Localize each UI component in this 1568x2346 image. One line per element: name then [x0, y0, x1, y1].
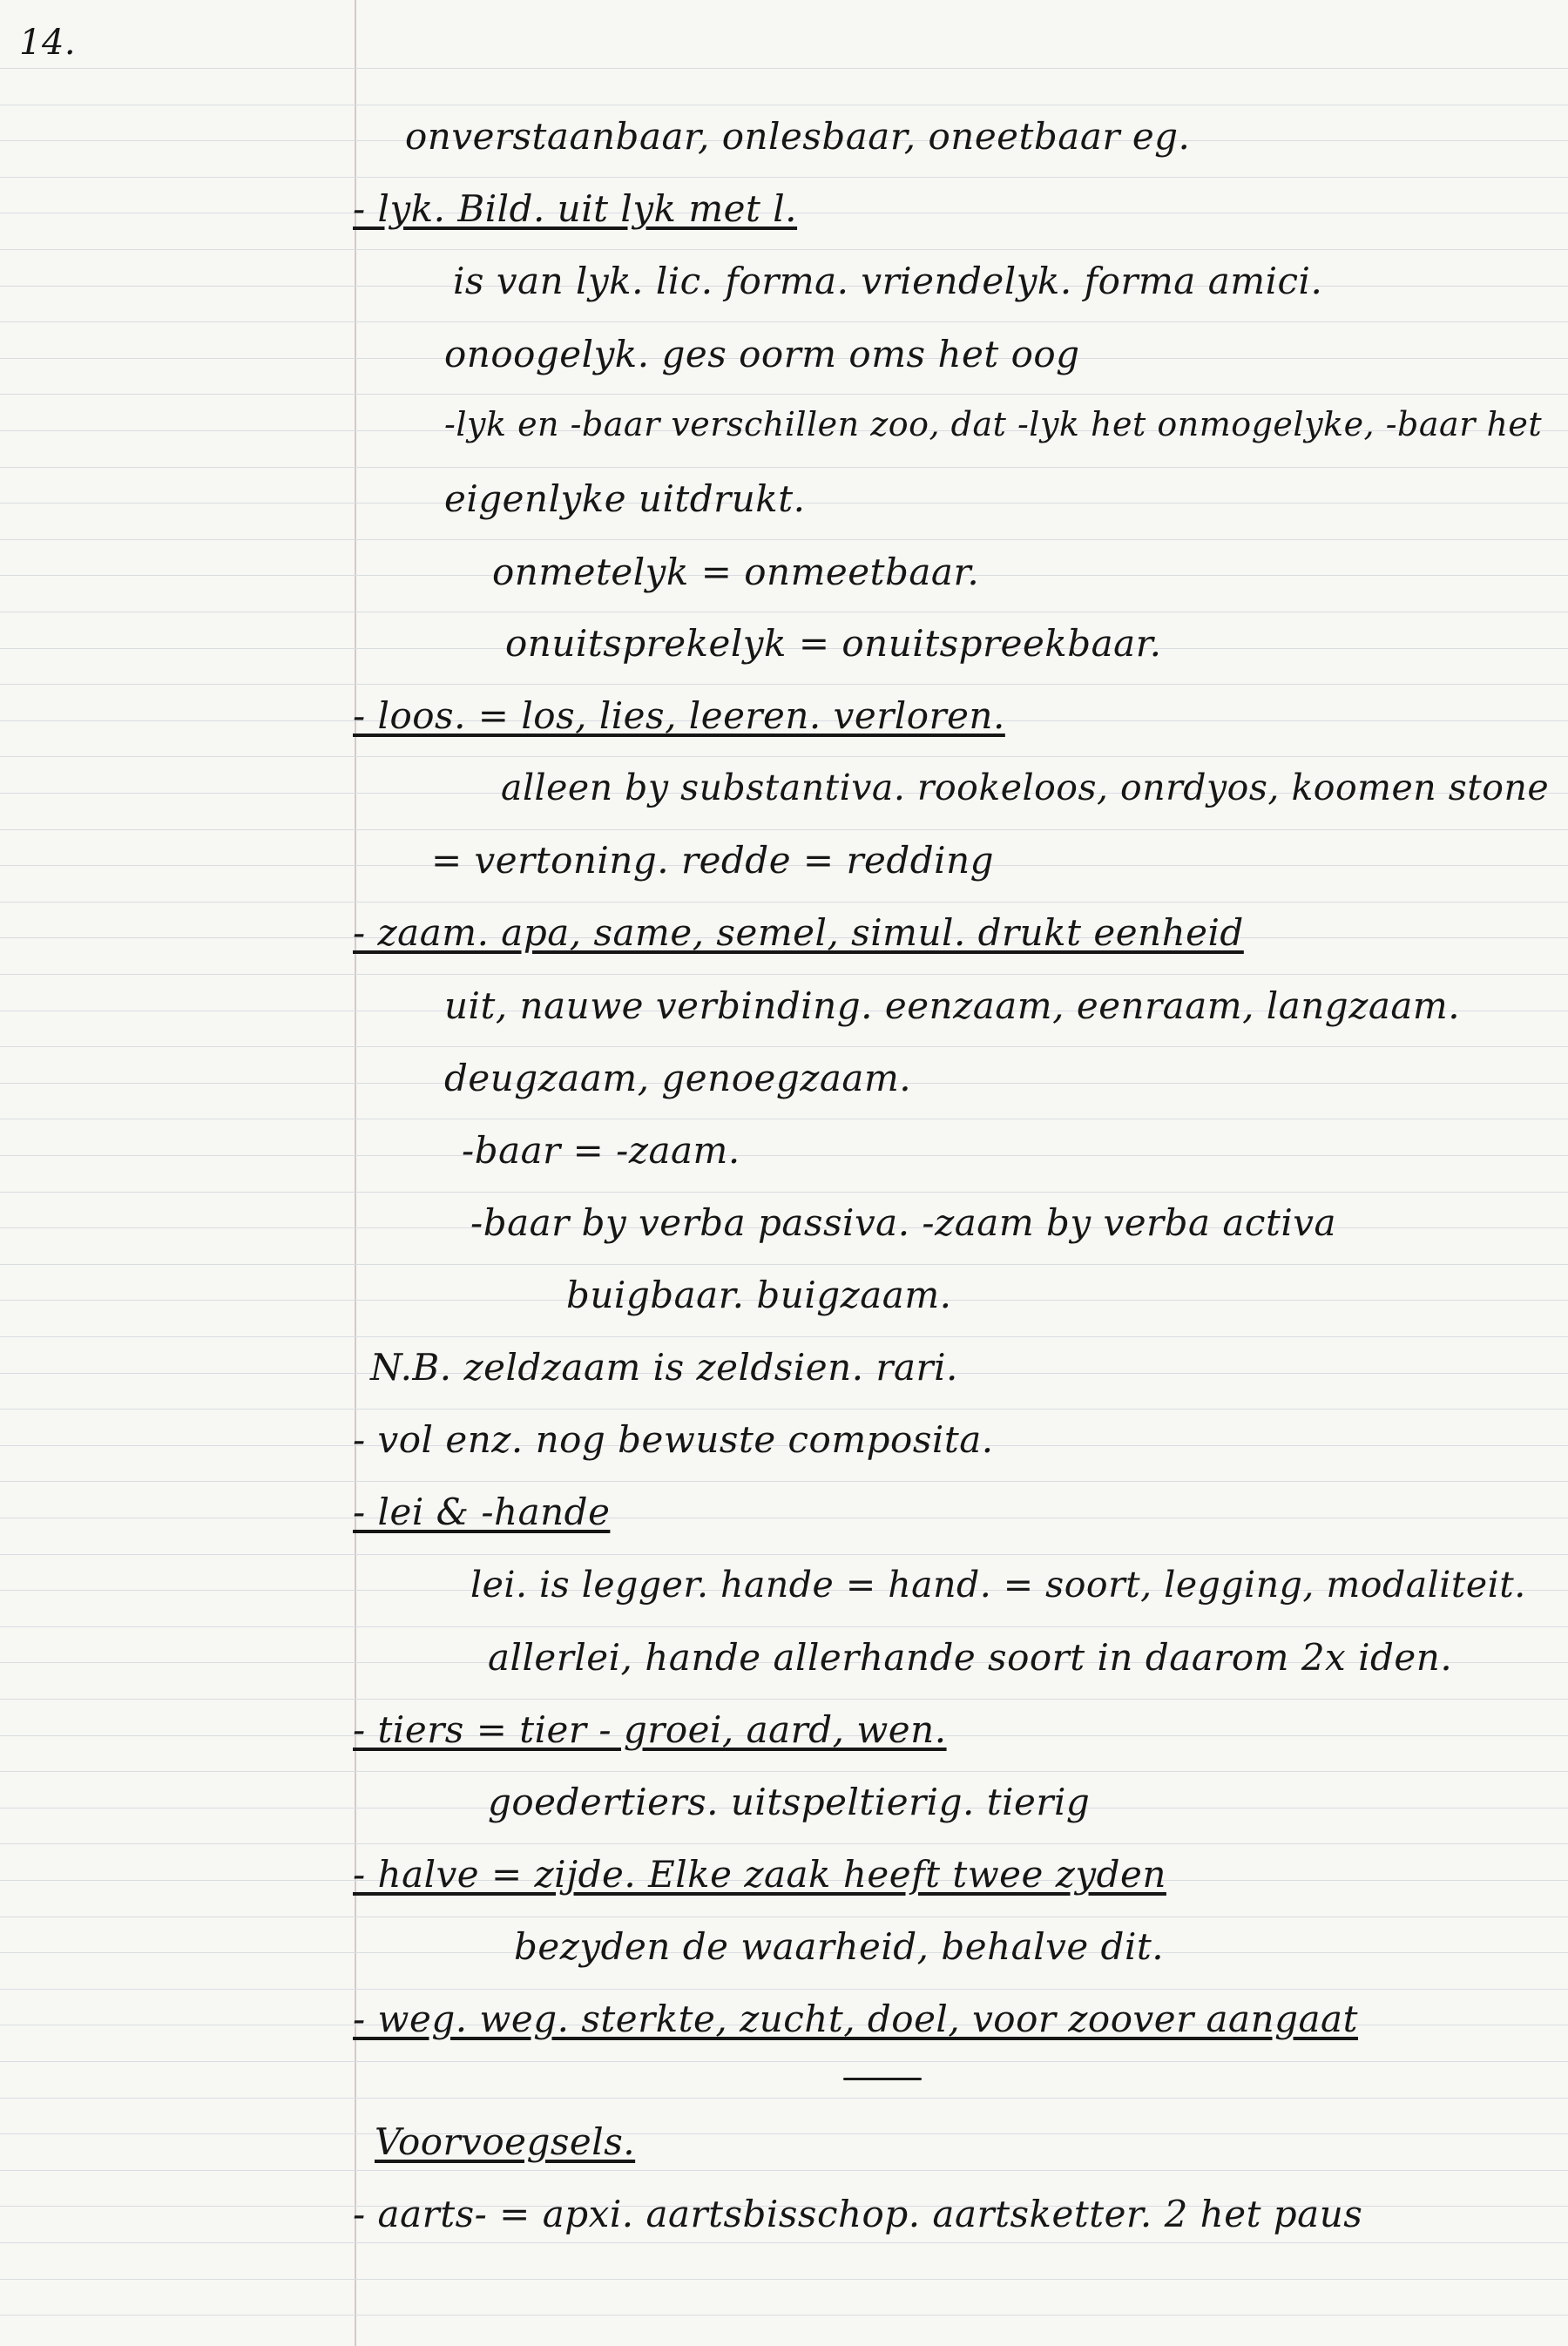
note-line: = vertoning. redde = redding — [431, 839, 995, 882]
ruled-line — [0, 68, 1568, 69]
note-line: eigenlyke uitdrukt. — [444, 477, 806, 520]
note-line: onuitsprekelyk = onuitspreekbaar. — [505, 622, 1162, 665]
note-line: alleen by substantiva. rookeloos, onrdyos, koomen stone — [501, 767, 1550, 808]
ruled-line — [0, 902, 1568, 903]
note-line: lei. is legger. hande = hand. = soort, legging, modaliteit. — [470, 1564, 1526, 1606]
ruled-line — [0, 684, 1568, 685]
ruled-line — [0, 1046, 1568, 1047]
ruled-line — [0, 394, 1568, 395]
section-heading-tiers: - tiers = tier - groei, aard, wen. — [353, 1708, 947, 1751]
note-line: uit, nauwe verbinding. eenzaam, eenraam, langzaam. — [444, 984, 1461, 1027]
note-line: deugzaam, genoegzaam. — [444, 1057, 912, 1099]
ruled-line — [0, 177, 1568, 178]
ruled-line — [0, 1409, 1568, 1410]
section-heading-lei-hande: - lei & -hande — [353, 1491, 611, 1533]
note-line: onverstaanbaar, onlesbaar, oneetbaar eg. — [405, 115, 1191, 158]
ruled-line — [0, 2315, 1568, 2316]
section-heading-loos: - loos. = los, lies, leeren. verloren. — [353, 694, 1005, 737]
ruled-line — [0, 1155, 1568, 1156]
note-line: -baar by verba passiva. -zaam by verba activa — [470, 1201, 1337, 1244]
ruled-line — [0, 2242, 1568, 2243]
note-line: is van lyk. lic. forma. vriendelyk. forma amici. — [453, 260, 1323, 302]
ruled-line — [0, 974, 1568, 975]
section-heading-aarts: - aarts- = apxi. aartsbisschop. aartsketter. 2 het paus — [353, 2193, 1363, 2235]
ruled-line — [0, 2098, 1568, 2099]
note-line: bezyden de waarheid, behalve dit. — [514, 1925, 1165, 1968]
ruled-line — [0, 1192, 1568, 1193]
ruled-line — [0, 1336, 1568, 1337]
note-line: onmetelyk = onmeetbaar. — [492, 551, 980, 593]
margin-rule — [355, 0, 356, 2346]
note-line: goedertiers. uitspeltierig. tierig — [488, 1781, 1091, 1823]
section-heading-halve: - halve = zijde. Elke zaak heeft twee zyden — [353, 1853, 1166, 1896]
note-line: onoogelyk. ges oorm oms het oog — [444, 333, 1080, 375]
ruled-line — [0, 1843, 1568, 1844]
ruled-line — [0, 249, 1568, 250]
chapter-heading-voorvoegsels: Voorvoegsels. — [375, 2120, 636, 2163]
ruled-line — [0, 1699, 1568, 1700]
ruled-line — [0, 1626, 1568, 1627]
ruled-line — [0, 1771, 1568, 1772]
section-heading-vol: - vol enz. nog bewuste composita. — [353, 1418, 994, 1461]
ruled-line — [0, 321, 1568, 322]
ruled-line — [0, 1554, 1568, 1555]
ruled-line — [0, 1264, 1568, 1265]
note-line: -lyk en -baar verschillen zoo, dat -lyk het onmogelyke, -baar het — [444, 405, 1543, 443]
note-line: N.B. zeldzaam is zeldsien. rari. — [370, 1346, 958, 1389]
ruled-line — [0, 829, 1568, 830]
ruled-line — [0, 539, 1568, 540]
ruled-line — [0, 467, 1568, 468]
ruled-line — [0, 2133, 1568, 2134]
page-number: 14. — [19, 23, 77, 63]
ruled-line — [0, 2061, 1568, 2062]
ruled-line — [0, 756, 1568, 757]
note-line: allerlei, hande allerhande soort in daarom 2x iden. — [488, 1636, 1453, 1679]
section-heading-zaam: - zaam. apa, same, semel, simul. drukt eenheid — [353, 911, 1244, 954]
note-line: buigbaar. buigzaam. — [566, 1274, 952, 1316]
section-heading-weg: - weg. weg. sterkte, zucht, doel, voor zoover aangaat — [353, 1998, 1358, 2040]
section-separator — [843, 2078, 922, 2080]
ruled-line — [0, 2279, 1568, 2280]
ruled-line — [0, 1481, 1568, 1482]
ruled-line — [0, 2170, 1568, 2171]
ruled-line — [0, 1989, 1568, 1990]
section-heading-lyk: - lyk. Bild. uit lyk met l. — [353, 187, 798, 230]
note-line: -baar = -zaam. — [462, 1129, 740, 1172]
